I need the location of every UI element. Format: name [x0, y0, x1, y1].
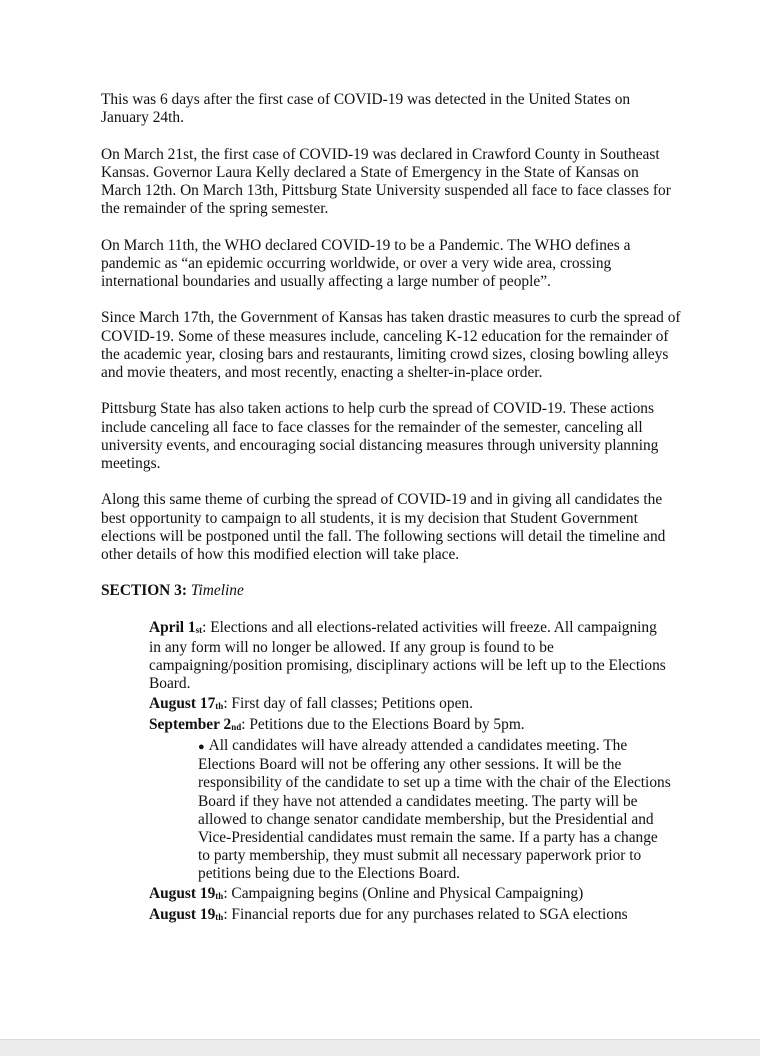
timeline-entry [149, 695, 669, 715]
timeline-date: September 2nd [149, 715, 242, 733]
bullet-text: All candidates will have already attended a candidates meeting. The Elections Board will not be offering any other sessions. It will be the responsibility of the candidate to set up a time with the chair of the Elections Board if they have not attended a candidates meeting. The party will be allowed to change senator candidate membership, but the Presidential and Vice-Presidential candidates must remain the same. If a party has a change to party membership, they must submit all necessary paperwork prior to petitions being due to the Elections Board. [198, 737, 671, 883]
date-suffix: th [215, 890, 224, 901]
timeline-entry [149, 885, 669, 905]
timeline-date: April 1st [149, 618, 203, 636]
timeline-bullet-item [198, 737, 673, 884]
timeline-text: : Financial reports due for any purchases related to SGA elections [223, 905, 628, 923]
timeline-date: August 19th [149, 884, 224, 902]
timeline-entry [149, 716, 669, 736]
timeline-text: : Petitions due to the Elections Board by 5pm. [241, 715, 525, 733]
paragraph-kansas-measures: Since March 17th, the Government of Kansas has taken drastic measures to curb the spread of COVID-19. Some of these measures include, canceling K-12 education for the remainder of the academic year, closing bars and restaurants, limiting crowd sizes, closing bowling alleys and movie theaters, and most recently, enacting a shelter-in-place order. [101, 309, 681, 381]
section-heading [101, 582, 681, 600]
bullet-icon: ● [198, 741, 205, 753]
section-label: SECTION 3: [101, 582, 187, 600]
timeline-text: : Campaigning begins (Online and Physical Campaigning) [223, 884, 584, 902]
date-suffix: th [215, 700, 224, 711]
timeline-text: : Elections and all elections-related activities will freeze. All campaigning in any form will no longer be allowed. If any group is found to be campaigning/position promising, disciplinary actions will be left up to the Elections Board. [149, 618, 666, 693]
timeline-entry [149, 906, 669, 926]
timeline-date: August 17th [149, 694, 224, 712]
paragraph-pittsburg-state-actions: Pittsburg State has also taken actions to help curb the spread of COVID-19. These actions include canceling all face to face classes for the remainder of the semester, canceling all university events, and encouraging social distancing measures through university planning meetings. [101, 400, 659, 472]
timeline-text: : First day of fall classes; Petitions open. [223, 694, 473, 712]
paragraph-election-postponed: Along this same theme of curbing the spread of COVID-19 and in giving all candidates the best opportunity to campaign to all students, it is my decision that Student Government elections will be postponed until the fall. The following sections will detail the timeline and other details of how this modified election will take place. [101, 491, 666, 563]
page-bottom-edge [0, 1039, 760, 1056]
section-title: Timeline [190, 582, 244, 600]
date-suffix: st [195, 624, 203, 635]
document-body [101, 91, 681, 926]
paragraph-covid-us-first-case: This was 6 days after the first case of COVID-19 was detected in the United States on January 24th. [101, 91, 631, 127]
timeline-entry [149, 619, 669, 694]
timeline-list [149, 619, 669, 926]
paragraph-crawford-county: On March 21st, the first case of COVID-19 was declared in Crawford County in Southeast Kansas. Governor Laura Kelly declared a State of Emergency in the State of Kansas on March 12th. On March 13th, Pittsburg State University suspended all face to face classes for the remainder of the spring semester. [101, 145, 671, 218]
date-suffix: nd [231, 721, 242, 732]
date-suffix: th [215, 911, 224, 922]
paragraph-who-pandemic: On March 11th, the WHO declared COVID-19 to be a Pandemic. The WHO defines a pandemic as “an epidemic occurring worldwide, or over a very wide area, crossing international boundaries and usually affecting a large number of people”. [101, 236, 631, 290]
timeline-date: August 19th [149, 905, 224, 923]
